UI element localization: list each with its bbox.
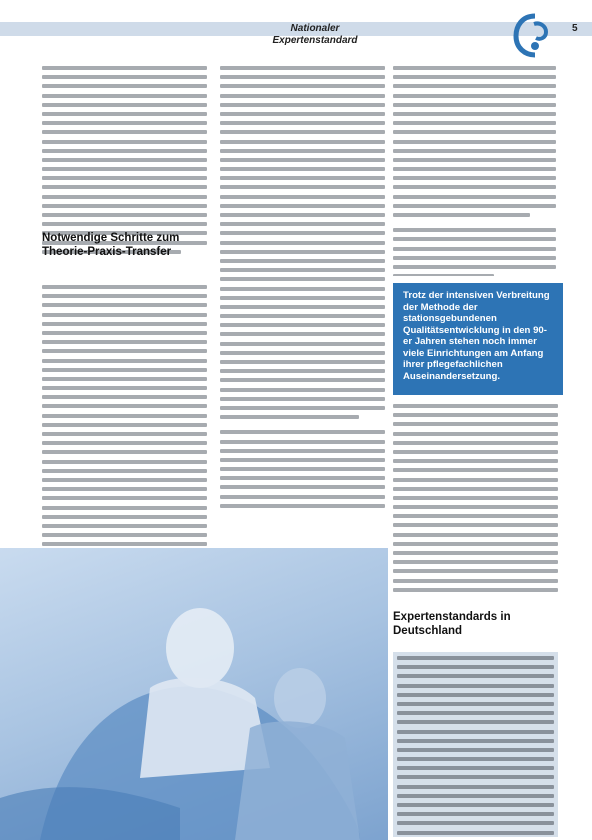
header-title: Nationaler Expertenstandard: [272, 23, 358, 46]
photo-illustration: [0, 548, 388, 840]
page-number: 5: [572, 23, 578, 34]
info-box-text: [393, 652, 558, 837]
body-text-column-3-middle: [393, 404, 558, 596]
pull-quote: Trotz der intensiven Verbreitung der Methode der stationsgebundenen Qualitätsentwicklung in den 90-er Jahren stehen noch immer viele Einrichtungen am Anfang ihrer pflegefachlichen Auseinandersetzung.: [393, 283, 563, 395]
nursing-care-photo: [0, 548, 388, 840]
section-heading-expertenstandards: Expertenstandards in Deutschland: [393, 611, 511, 637]
body-text-column-2: [220, 66, 385, 508]
body-text-column-1-bottom: [42, 285, 207, 547]
body-text-column-3-top: [393, 66, 556, 276]
logo-icon: [510, 10, 560, 60]
section-heading-theorie-praxis: Notwendige Schritte zum Theorie-Praxis-Transfer: [42, 232, 180, 258]
